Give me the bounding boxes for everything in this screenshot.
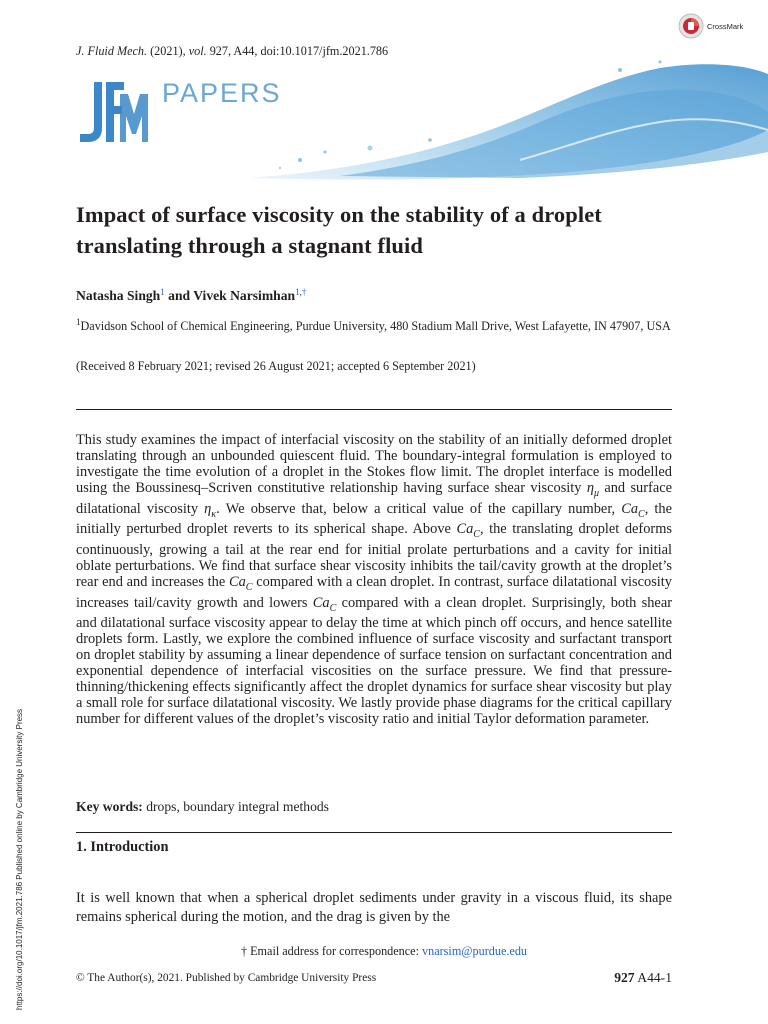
abstract-text: compared with a clean droplet. In contrast, surface dilatational viscosity increases tail/cavity growth and lowers [76,573,672,611]
jfm-logo [76,80,152,144]
journal-name: J. Fluid Mech. [76,44,148,58]
affiliation [76,314,676,334]
footnote-mark: † [240,944,248,958]
math-subscript: C [245,581,253,593]
crossmark-badge[interactable] [678,12,764,40]
math-symbol: Ca [456,521,474,538]
abstract-top-rule [76,409,672,410]
copyright-notice: © The Author(s), 2021. Published by Cambridge University Press [76,972,377,984]
math-symbol: η [586,479,594,496]
journal-citation [76,44,388,59]
sidebar-doi-link[interactable]: https://doi.org/10.1017/jfm.2021.786 Published online by Cambridge University Press [15,708,24,1010]
crossmark-icon [678,13,704,39]
footnote-label: Email address for correspondence: [250,944,419,958]
abstract-text: This study examines the impact of interfacial viscosity on the stability of an initially deformed droplet translating through an unbounded quiescent fluid. The boundary-integral formulation is employed to investigate the time evolution of a droplet in the Stokes flow limit. The droplet interface is modelled using the Boussinesq–Scriven constitutive relationship having surface shear viscosity [76,432,672,496]
page-article-id: A44-1 [637,970,672,985]
math-subscript: C [329,602,337,614]
correspondence-footnote [0,944,768,959]
math-subscript: C [638,508,645,520]
crossmark-label: CrossMark [707,21,744,31]
sup-separator: , [299,287,302,297]
abstract-text: and surface dilatational viscosity [76,479,672,517]
papers-label: PAPERS [162,78,282,108]
author-name: Vivek Narsimhan [193,288,296,303]
section-heading: 1. Introduction [76,839,169,855]
math-symbol: Ca [621,500,639,517]
email-link[interactable]: vnarsim@purdue.edu [422,944,528,958]
math-subscript: μ [593,487,599,499]
math-symbol: η [204,500,212,517]
abstract-text: . We observe that, below a critical value of the capillary number, [216,500,622,517]
author-conjunction: and [168,288,191,303]
page-volume: 927 [614,970,635,985]
author-name: Natasha Singh [76,288,161,303]
section-text: It is well known that when a spherical droplet sediments under gravity in a viscous fluid, its shape remains spherical during the motion, and the drag is given by the [76,890,672,925]
abstract-text: , the initially perturbed droplet reverts to its spherical shape. Above [76,500,672,538]
corresponding-author-link[interactable]: † [301,287,307,297]
affiliation-text: Davidson School of Chemical Engineering, Purdue University, 480 Stadium Mall Drive, West Lafayette, IN 47907, USA [80,319,671,333]
abstract-text: , the translating droplet deforms continuously, growing a tail at the rear end for initial prolate perturbations and a cavity for initial oblate perturbations. We find that surface shear viscosity inhibits the tail/cavity growth at the droplet’s rear end and increases the [76,521,672,590]
affiliation-link[interactable]: 1 [160,287,165,297]
abstract-text: compared with a clean droplet. Surprisingly, both shear and dilatational surface viscosity appear to delay the time at which pinch off occurs, and hence satellite droplets form. Lastly, we explore the combined influence of surface viscosity and surfactant transport on droplet stability by assuming a linear dependence of surface tension on surfactant concentration and exponential dependence of interfacial viscosities on the surface pressure. We find that pressure-thinning/thickening effects significantly affect the droplet dynamics for surface shear viscosity but play a small role for surface dilatational viscosity. We lastly provide phase diagrams for the critical capillary number for different values of the droplet’s viscosity ratio and initial Taylor deformation parameter. [76,594,673,727]
math-subscript: κ [211,508,217,520]
abstract [76,433,672,728]
affiliation-number: 1 [76,317,81,327]
volume-label: vol. [188,44,207,58]
article-title: Impact of surface viscosity on the stability of a droplet translating through a stagnant fluid [76,202,602,258]
author-list [76,287,306,304]
affiliation-link[interactable]: 1 [295,287,300,297]
math-symbol: Ca [312,594,330,611]
keywords-label: Key words: [76,799,143,814]
math-symbol: Ca [229,573,246,590]
page-identifier [590,970,672,986]
journal-year: (2021), [150,44,186,58]
math-subscript: C [473,529,480,541]
received-dates: (Received 8 February 2021; revised 26 August 2021; accepted 6 September 2021) [76,359,476,373]
abstract-bottom-rule [76,832,672,833]
volume-info: 927, A44, doi:10.1017/jfm.2021.786 [209,44,389,58]
keywords [76,799,329,815]
keywords-text: drops, boundary integral methods [146,799,329,814]
